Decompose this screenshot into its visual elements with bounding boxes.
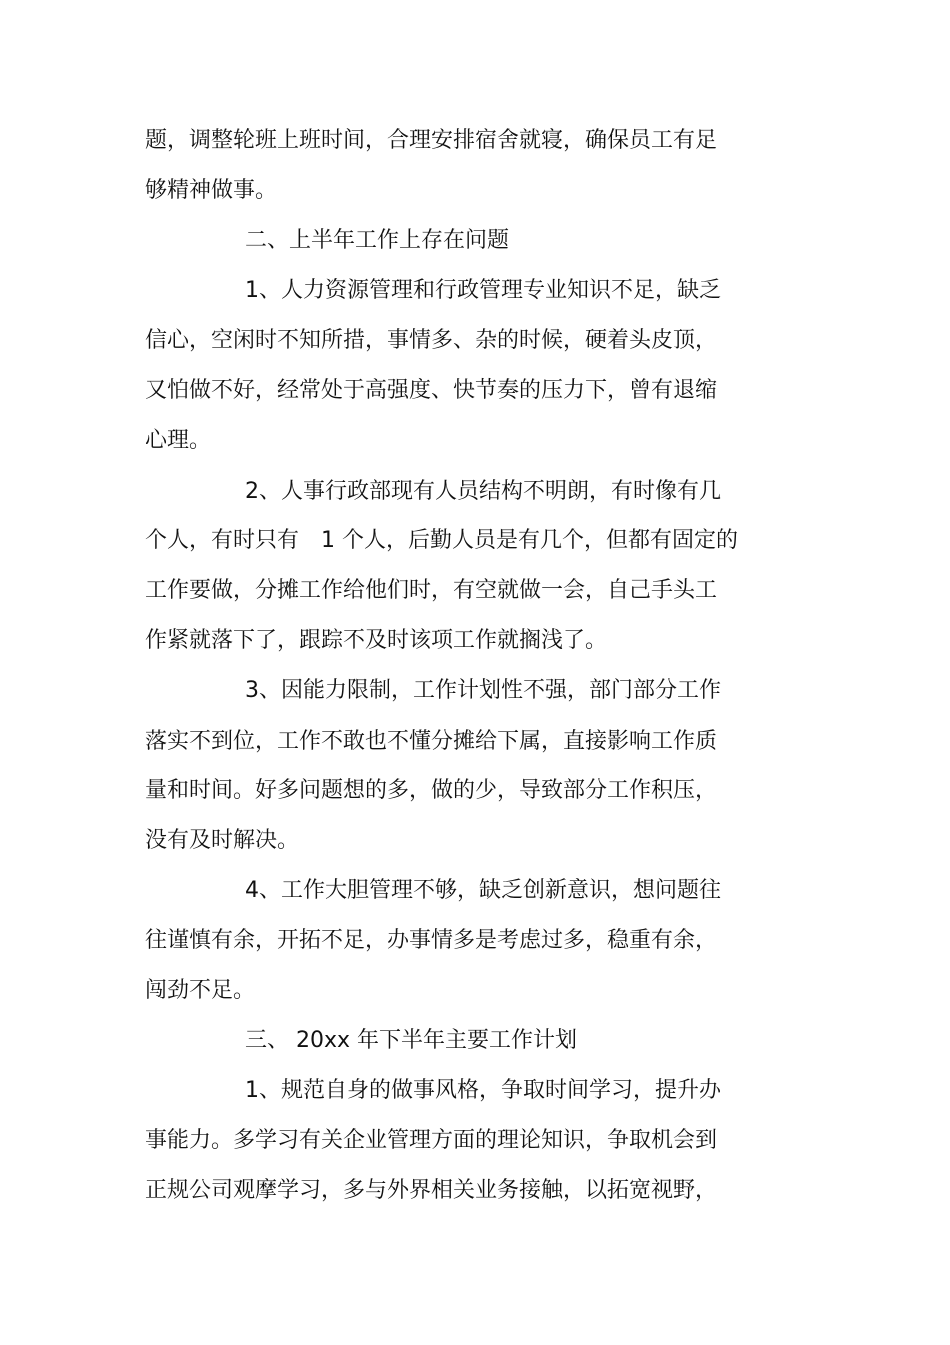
text-line: 往谨慎有余，开拓不足，办事情多是考虑过多，稳重有余， xyxy=(145,928,718,953)
section-heading: 二、上半年工作上存在问题 xyxy=(245,228,510,253)
section-heading: 三、 20xx 年下半年主要工作计划 xyxy=(245,1028,578,1053)
text-line: 够精神做事。 xyxy=(145,178,278,203)
text-line: 心理。 xyxy=(145,428,212,453)
paragraph-first-line: 3、因能力限制，工作计划性不强，部门部分工作 xyxy=(245,678,721,703)
paragraph-first-line: 1、人力资源管理和行政管理专业知识不足，缺乏 xyxy=(245,278,721,303)
text-line: 正规公司观摩学习，多与外界相关业务接触，以拓宽视野， xyxy=(145,1178,718,1203)
text-line: 题，调整轮班上班时间，合理安排宿舍就寝，确保员工有足 xyxy=(145,128,718,153)
text-line: 量和时间。好多问题想的多，做的少，导致部分工作积压， xyxy=(145,778,718,803)
text-line: 事能力。多学习有关企业管理方面的理论知识，争取机会到 xyxy=(145,1128,718,1153)
paragraph-first-line: 2、人事行政部现有人员结构不明朗，有时像有几 xyxy=(245,479,721,504)
text-line: 闯劲不足。 xyxy=(145,978,256,1003)
text-line: 没有及时解决。 xyxy=(145,828,300,853)
text-line: 又怕做不好，经常处于高强度、快节奏的压力下，曾有退缩 xyxy=(145,378,718,403)
paragraph-first-line: 4、工作大胆管理不够，缺乏创新意识，想问题往 xyxy=(245,878,721,903)
text-line: 信心，空闲时不知所措，事情多、杂的时候，硬着头皮顶， xyxy=(145,328,718,353)
text-line: 个人，有时只有 1 个人，后勤人员是有几个，但都有固定的 xyxy=(145,528,738,553)
text-line: 作紧就落下了，跟踪不及时该项工作就搁浅了。 xyxy=(145,628,608,653)
paragraph-first-line: 1、规范自身的做事风格，争取时间学习，提升办 xyxy=(245,1078,721,1103)
text-line: 工作要做，分摊工作给他们时，有空就做一会，自己手头工 xyxy=(145,578,718,603)
text-line: 落实不到位，工作不敢也不懂分摊给下属，直接影响工作质 xyxy=(145,729,718,754)
